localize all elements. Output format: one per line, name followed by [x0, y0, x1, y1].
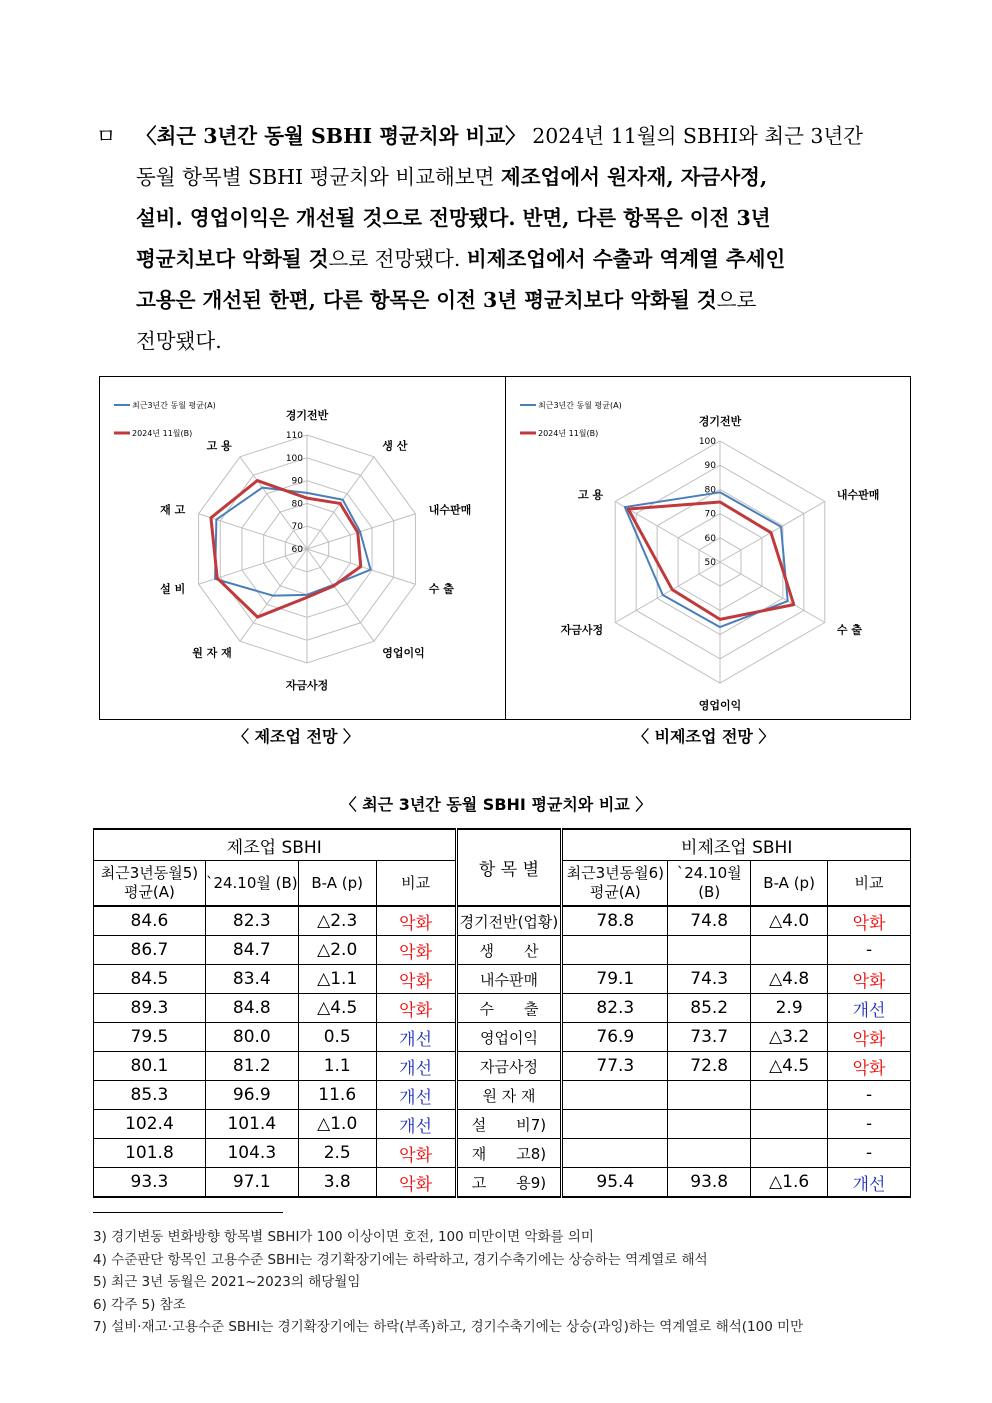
mfg-diff-cell: 11.6 — [298, 1081, 376, 1110]
table-row — [94, 936, 911, 965]
nonmfg-cur-cell — [668, 1110, 751, 1139]
mfg-diff-cell: 1.1 — [298, 1052, 376, 1081]
mfg-cur-cell: 96.9 — [205, 1081, 298, 1110]
table-row — [94, 965, 911, 994]
text-run: 2024년 11월의 SBHI와 최근 3년간 — [525, 124, 864, 148]
nonmfg-diff-cell — [751, 1110, 828, 1139]
nonmfg-cur-cell — [668, 1139, 751, 1168]
mfg-cmp-cell: 개선 — [376, 1110, 456, 1139]
legend-cur-label: 2024년 11월(B) — [538, 429, 599, 438]
mfg-cur-cell: 104.3 — [205, 1139, 298, 1168]
nonmfg-cur-cell: 73.7 — [668, 1023, 751, 1052]
axis-label: 경기전반 — [285, 409, 329, 422]
series-current-line — [211, 481, 361, 617]
mfg-cur-cell: 82.3 — [205, 906, 298, 936]
mfg-cmp-cell: 악화 — [376, 1168, 456, 1198]
nonmfg-cur-cell: 72.8 — [668, 1052, 751, 1081]
col-avg-header: 최근3년동월5) 평균(A) — [94, 861, 206, 907]
table-row — [94, 1023, 911, 1052]
nonmfg-avg-cell: 82.3 — [562, 994, 668, 1023]
nonmfg-header: 비제조업 SBHI — [562, 829, 911, 861]
axis-label: 경기전반 — [698, 415, 742, 428]
mfg-cmp-cell: 개선 — [376, 1052, 456, 1081]
mfg-diff-cell: 0.5 — [298, 1023, 376, 1052]
bold-run: 비제조업에서 수출과 역계열 추세인 — [466, 247, 786, 271]
mfg-diff-cell: 2.5 — [298, 1139, 376, 1168]
mfg-cmp-cell: 악화 — [376, 906, 456, 936]
grid-spoke — [307, 549, 374, 641]
table-row — [94, 1110, 911, 1139]
mfg-avg-cell: 85.3 — [94, 1081, 206, 1110]
bold-run: 설비. 영업이익은 개선될 것으로 전망됐다. 반면, 다른 항목은 이전 3년 — [136, 206, 771, 230]
nonmfg-avg-cell — [562, 1139, 668, 1168]
footnote: 3) 경기변동 변화방향 항목별 SBHI가 100 이상이면 호전, 100 미만이면 악화를 의미 — [93, 1229, 594, 1245]
tick-label: 70 — [704, 509, 716, 520]
col-diff-header: B-A (p) — [298, 861, 376, 907]
mfg-cmp-cell: 악화 — [376, 1139, 456, 1168]
legend-cur-label: 2024년 11월(B) — [132, 429, 193, 438]
grid-spoke — [615, 562, 720, 623]
grid-spoke — [720, 562, 825, 623]
mfg-cmp-cell: 악화 — [376, 994, 456, 1023]
section-heading: 〈최근 3년간 동월 SBHI 평균치와 비교〉 — [136, 124, 526, 148]
nonmfg-cur-cell: 74.3 — [668, 965, 751, 994]
axis-label: 수 출 — [836, 623, 863, 637]
nonmfg-cur-cell: 85.2 — [668, 994, 751, 1023]
legend-avg-label: 최근3년간 동월 평균(A) — [538, 401, 622, 410]
item-header: 항 목 별 — [456, 829, 562, 906]
table-row — [94, 1168, 911, 1198]
item-cell: 생 산 — [456, 936, 562, 965]
col-cmp-header: 비교 — [376, 861, 456, 907]
bold-run: 고용은 개선된 한편, 다른 항목은 이전 3년 평균치보다 악화될 것 — [136, 288, 717, 312]
footnote: 4) 수준판단 항목인 고용수준 SBHI는 경기확장기에는 하락하고, 경기수축기에는 상승하는 역계열로 해석 — [93, 1251, 708, 1268]
nonmfg-avg-cell: 78.8 — [562, 906, 668, 936]
table-row — [94, 994, 911, 1023]
nonmfg-diff-cell: △1.6 — [751, 1168, 828, 1198]
item-cell: 수 출 — [456, 994, 562, 1023]
item-cell: 내수판매 — [456, 965, 562, 994]
table-title: 〈 최근 3년간 동월 SBHI 평균치와 비교 〉 — [340, 795, 652, 814]
nonmfg-diff-cell: 2.9 — [751, 994, 828, 1023]
tick-label: 110 — [285, 431, 303, 441]
text-run: 전망됐다. — [136, 329, 222, 353]
mfg-avg-cell: 89.3 — [94, 994, 206, 1023]
nonmfg-cmp-cell: 악화 — [828, 965, 911, 994]
tick-label: 70 — [291, 522, 303, 533]
footnote: 7) 설비·재고·고용수준 SBHI는 경기확장기에는 하락(부족)하고, 경기수축기에는 상승(과잉)하는 역계열로 해석(100 미만 — [93, 1319, 804, 1335]
mfg-avg-cell: 86.7 — [94, 936, 206, 965]
footnote-rule — [93, 1212, 283, 1213]
footnote: 5) 최근 3년 동월은 2021~2023의 해당월임 — [93, 1274, 361, 1290]
mfg-header: 제조업 SBHI — [94, 829, 457, 861]
item-cell: 영업이익 — [456, 1023, 562, 1052]
nonmfg-cmp-cell: - — [828, 1110, 911, 1139]
nonmfg-avg-cell — [562, 1081, 668, 1110]
mfg-avg-cell: 79.5 — [94, 1023, 206, 1052]
nonmfg-avg-cell — [562, 936, 668, 965]
mfg-cur-cell: 81.2 — [205, 1052, 298, 1081]
mfg-cur-cell: 84.7 — [205, 936, 298, 965]
nonmfg-cur-cell: 74.8 — [668, 906, 751, 936]
nonmfg-cmp-cell: 개선 — [828, 1168, 911, 1198]
col-cmp-header: 비교 — [828, 861, 911, 907]
tick-label: 100 — [285, 453, 303, 464]
axis-label: 설 비 — [160, 582, 186, 596]
manufacturing-radar-chart — [100, 377, 505, 719]
axis-label: 영업이익 — [382, 646, 425, 660]
nonmfg-cmp-cell: 악화 — [828, 1052, 911, 1081]
axis-label: 내수판매 — [428, 503, 472, 517]
tick-label: 90 — [291, 476, 303, 487]
axis-label: 고 용 — [577, 488, 604, 502]
mfg-cmp-cell: 악화 — [376, 965, 456, 994]
mfg-cmp-cell: 악화 — [376, 936, 456, 965]
mfg-cur-cell: 101.4 — [205, 1110, 298, 1139]
col-avg-header: 최근3년동월6) 평균(A) — [562, 861, 668, 907]
col-diff-header: B-A (p) — [751, 861, 828, 907]
tick-label: 60 — [704, 533, 716, 544]
sbhi-comparison-table — [93, 828, 911, 1198]
mfg-diff-cell: 3.8 — [298, 1168, 376, 1198]
tick-label: 80 — [704, 485, 716, 496]
axis-label: 생 산 — [382, 439, 408, 453]
mfg-diff-cell: △1.1 — [298, 965, 376, 994]
nonmfg-cmp-cell: - — [828, 1139, 911, 1168]
footnote: 6) 각주 5) 참조 — [93, 1296, 186, 1313]
mfg-cur-cell: 83.4 — [205, 965, 298, 994]
table-row — [94, 1052, 911, 1081]
item-cell: 설 비7) — [456, 1110, 562, 1139]
mfg-cmp-cell: 개선 — [376, 1081, 456, 1110]
mfg-diff-cell: △4.5 — [298, 994, 376, 1023]
item-cell: 원 자 재 — [456, 1081, 562, 1110]
tick-label: 80 — [291, 499, 303, 510]
tick-label: 100 — [698, 437, 716, 447]
non-manufacturing-caption: 〈 비제조업 전망 〉 — [633, 727, 775, 746]
mfg-avg-cell: 84.5 — [94, 965, 206, 994]
axis-label: 자금사정 — [285, 679, 329, 692]
table-row — [94, 906, 911, 936]
nonmfg-cmp-cell: - — [828, 936, 911, 965]
nonmfg-diff-cell: △4.5 — [751, 1052, 828, 1081]
item-cell: 자금사정 — [456, 1052, 562, 1081]
manufacturing-caption: 〈 제조업 전망 〉 — [233, 727, 359, 746]
nonmfg-diff-cell: △3.2 — [751, 1023, 828, 1052]
text-run: 으로 전망됐다. — [328, 247, 467, 271]
nonmfg-avg-cell: 77.3 — [562, 1052, 668, 1081]
text-run: 동월 항목별 SBHI 평균치와 비교해보면 — [136, 165, 501, 189]
bold-run: 제조업에서 원자재, 자금사정, — [500, 165, 768, 189]
axis-label: 고 용 — [206, 439, 232, 453]
nonmfg-diff-cell: △4.0 — [751, 906, 828, 936]
item-cell: 경기전반(업황) — [456, 906, 562, 936]
nonmfg-cmp-cell: - — [828, 1081, 911, 1110]
nonmfg-cmp-cell: 개선 — [828, 994, 911, 1023]
mfg-avg-cell: 102.4 — [94, 1110, 206, 1139]
table-row — [94, 1081, 911, 1110]
nonmfg-cmp-cell: 악화 — [828, 906, 911, 936]
axis-label: 재 고 — [160, 503, 186, 517]
mfg-cur-cell: 97.1 — [205, 1168, 298, 1198]
col-cur-header: `24.10월 (B) — [668, 861, 751, 907]
axis-label: 원 자 재 — [192, 646, 232, 660]
mfg-diff-cell: △2.0 — [298, 936, 376, 965]
axis-label: 영업이익 — [698, 699, 742, 712]
nonmfg-diff-cell — [751, 1081, 828, 1110]
mfg-avg-cell: 93.3 — [94, 1168, 206, 1198]
bold-run: 평균치보다 악화될 것 — [136, 247, 329, 271]
mfg-avg-cell: 84.6 — [94, 906, 206, 936]
mfg-cur-cell: 80.0 — [205, 1023, 298, 1052]
mfg-diff-cell: △2.3 — [298, 906, 376, 936]
nonmfg-diff-cell — [751, 1139, 828, 1168]
table-row — [94, 1139, 911, 1168]
nonmfg-cur-cell: 93.8 — [668, 1168, 751, 1198]
tick-label: 90 — [704, 461, 716, 472]
summary-paragraph — [96, 116, 906, 362]
tick-label: 60 — [291, 545, 303, 555]
legend-avg-label: 최근3년간 동월 평균(A) — [132, 401, 216, 410]
nonmfg-cur-cell — [668, 1081, 751, 1110]
mfg-avg-cell: 101.8 — [94, 1139, 206, 1168]
nonmfg-avg-cell — [562, 1110, 668, 1139]
mfg-cmp-cell: 개선 — [376, 1023, 456, 1052]
nonmfg-diff-cell — [751, 936, 828, 965]
item-cell: 고 용9) — [456, 1168, 562, 1198]
axis-label: 내수판매 — [836, 488, 880, 502]
axis-label: 수 출 — [428, 582, 454, 596]
text-run: 으로 — [716, 288, 757, 312]
radar-charts-frame — [99, 376, 911, 720]
item-cell: 재 고8) — [456, 1139, 562, 1168]
nonmfg-avg-cell: 79.1 — [562, 965, 668, 994]
nonmfg-cur-cell — [668, 936, 751, 965]
mfg-cur-cell: 84.8 — [205, 994, 298, 1023]
nonmfg-avg-cell: 76.9 — [562, 1023, 668, 1052]
mfg-avg-cell: 80.1 — [94, 1052, 206, 1081]
tick-label: 50 — [704, 558, 716, 568]
footnotes — [93, 1226, 803, 1339]
nonmfg-cmp-cell: 악화 — [828, 1023, 911, 1052]
non-manufacturing-radar-chart — [506, 377, 911, 719]
axis-label: 자금사정 — [560, 623, 604, 637]
grid-spoke — [307, 514, 415, 549]
col-cur-header: `24.10월 (B) — [205, 861, 298, 907]
bullet: ㅁ — [96, 124, 116, 148]
nonmfg-avg-cell: 95.4 — [562, 1168, 668, 1198]
mfg-diff-cell: △1.0 — [298, 1110, 376, 1139]
nonmfg-diff-cell: △4.8 — [751, 965, 828, 994]
